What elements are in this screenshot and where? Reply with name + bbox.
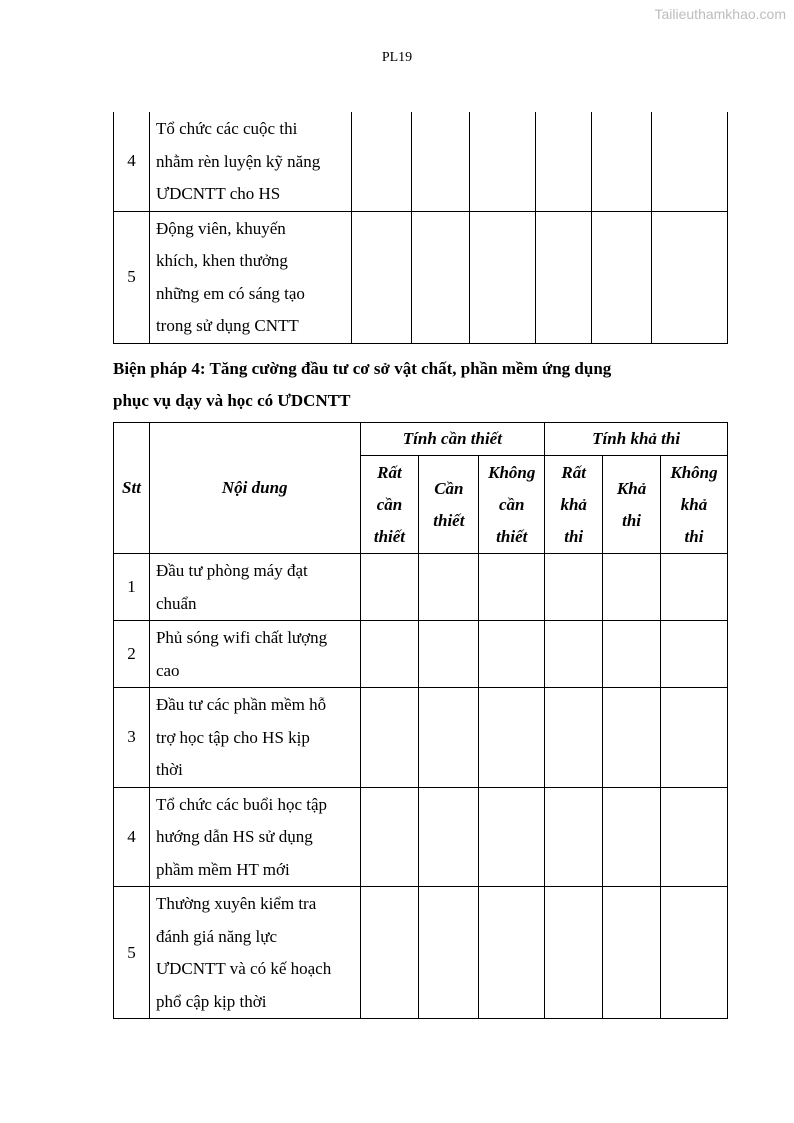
rating-cell[interactable] <box>536 211 592 343</box>
measure-4-survey-table <box>113 422 728 1019</box>
row-number: 4 <box>114 112 150 211</box>
header-row <box>114 423 728 456</box>
row-number: 5 <box>114 887 150 1019</box>
rating-cell[interactable] <box>360 887 419 1019</box>
rating-cell[interactable] <box>603 787 661 887</box>
content-line: phầm mềm HT mới <box>155 859 290 879</box>
necessary-header: Cần thiết <box>419 456 479 554</box>
rating-cell[interactable] <box>652 112 728 211</box>
content-line: khích, khen thưởng <box>155 251 288 270</box>
rating-cell[interactable] <box>419 688 479 788</box>
content-line: Tổ chức các cuộc thi <box>155 119 298 138</box>
content-line: đánh giá năng lực <box>155 926 278 946</box>
table-row <box>114 887 728 1019</box>
rating-cell[interactable] <box>360 621 419 688</box>
row-content <box>149 887 360 1019</box>
content-line: trợ học tập cho HS kịp <box>155 727 310 747</box>
row-number: 4 <box>114 787 150 887</box>
rating-cell[interactable] <box>360 688 419 788</box>
content-line: ƯDCNTT và có kế hoạch <box>155 959 332 978</box>
rating-cell[interactable] <box>479 887 545 1019</box>
content-line: Đầu tư phòng máy đạt <box>155 561 308 580</box>
content-line: thời <box>155 760 183 779</box>
previous-measure-table-continuation <box>113 112 728 344</box>
rating-cell[interactable] <box>351 211 411 343</box>
table-row <box>114 621 728 688</box>
rating-cell[interactable] <box>661 887 728 1019</box>
rating-cell[interactable] <box>545 621 603 688</box>
content-line: Động viên, khuyến <box>155 218 286 238</box>
rating-cell[interactable] <box>351 112 411 211</box>
rating-cell[interactable] <box>661 787 728 887</box>
rating-cell[interactable] <box>661 621 728 688</box>
content-line: chuẩn <box>155 593 197 613</box>
rating-cell[interactable] <box>479 554 545 621</box>
table-row <box>114 112 728 211</box>
content-line: Phủ sóng wifi chất lượng <box>155 628 328 647</box>
rating-cell[interactable] <box>470 211 536 343</box>
rating-cell[interactable] <box>661 688 728 788</box>
rating-cell[interactable] <box>479 621 545 688</box>
rating-cell[interactable] <box>545 554 603 621</box>
rating-cell[interactable] <box>603 887 661 1019</box>
rating-cell[interactable] <box>603 554 661 621</box>
rating-cell[interactable] <box>419 621 479 688</box>
very-feasible-header: Rất khả thi <box>545 456 603 554</box>
rating-cell[interactable] <box>419 554 479 621</box>
rating-cell[interactable] <box>545 787 603 887</box>
rating-cell[interactable] <box>592 211 652 343</box>
rating-cell[interactable] <box>479 787 545 887</box>
content-line: cao <box>155 660 180 680</box>
row-content <box>149 621 360 688</box>
rating-cell[interactable] <box>536 112 592 211</box>
content-line: ƯDCNTT cho HS <box>155 184 281 203</box>
rating-cell[interactable] <box>592 112 652 211</box>
content-line: Tổ chức các buổi học tập <box>155 794 328 814</box>
content-line: trong sử dụng CNTT <box>155 316 299 335</box>
heading-line: phục vụ dạy và học có ƯDCNTT <box>113 391 351 410</box>
page-number: PL19 <box>381 50 413 65</box>
row-number: 5 <box>114 211 150 343</box>
rating-cell[interactable] <box>411 112 470 211</box>
rating-cell[interactable] <box>545 887 603 1019</box>
rating-cell[interactable] <box>360 787 419 887</box>
row-number: 2 <box>114 621 150 688</box>
rating-cell[interactable] <box>419 787 479 887</box>
rating-cell[interactable] <box>479 688 545 788</box>
table-row <box>114 211 728 343</box>
table-row <box>114 787 728 887</box>
row-content <box>149 554 360 621</box>
table-row <box>114 554 728 621</box>
rating-cell[interactable] <box>419 887 479 1019</box>
table-row <box>114 688 728 788</box>
content-line: phổ cập kịp thời <box>155 991 267 1011</box>
row-content <box>149 787 360 887</box>
rating-cell[interactable] <box>360 554 419 621</box>
rating-cell[interactable] <box>652 211 728 343</box>
row-number: 1 <box>114 554 150 621</box>
rating-cell[interactable] <box>661 554 728 621</box>
row-content <box>149 211 351 343</box>
rating-cell[interactable] <box>411 211 470 343</box>
stt-header: Stt <box>114 423 150 554</box>
necessity-group-header: Tính cần thiết <box>360 423 545 456</box>
content-header: Nội dung <box>149 423 360 554</box>
content-line: hướng dẫn HS sử dụng <box>155 827 313 846</box>
rating-cell[interactable] <box>603 688 661 788</box>
feasibility-group-header: Tính khả thi <box>545 423 728 456</box>
watermark-text: Tailieuthamkhao.com <box>654 6 786 22</box>
measure-4-heading <box>113 353 700 417</box>
row-content <box>149 112 351 211</box>
row-content <box>149 688 360 788</box>
content-line: nhằm rèn luyện kỹ năng <box>155 151 321 171</box>
row-number: 3 <box>114 688 150 788</box>
rating-cell[interactable] <box>470 112 536 211</box>
content-line: những em có sáng tạo <box>155 283 305 303</box>
very-necessary-header: Rất cần thiết <box>360 456 419 554</box>
content-line: Đầu tư các phần mềm hỗ <box>155 695 327 714</box>
rating-cell[interactable] <box>545 688 603 788</box>
feasible-header: Khả thi <box>603 456 661 554</box>
content-line: Thường xuyên kiểm tra <box>155 894 317 913</box>
heading-line: Biện pháp 4: Tăng cường đầu tư cơ sở vật chất, phần mềm ứng dụng <box>113 359 612 378</box>
rating-cell[interactable] <box>603 621 661 688</box>
not-necessary-header: Không cần thiết <box>479 456 545 554</box>
not-feasible-header: Không khả thi <box>661 456 728 554</box>
